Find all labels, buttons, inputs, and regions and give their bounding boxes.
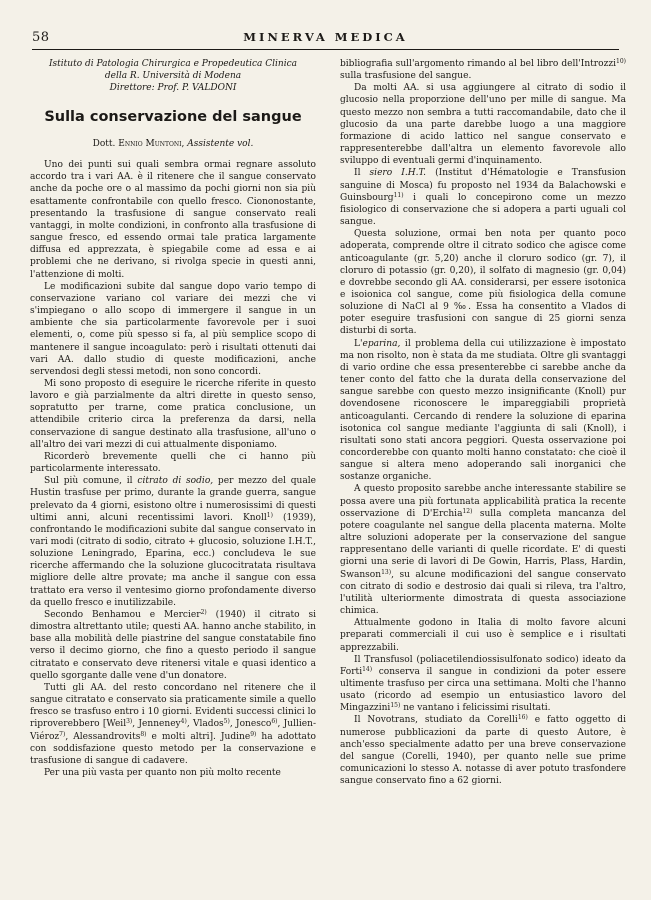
text-run: bibliografia sull'argomento rimando al bel libro dell'Introzzi [340, 59, 617, 69]
footnote-ref: 2) [200, 608, 207, 616]
paragraph [340, 58, 626, 82]
emphasis: citrato di sodio, [137, 476, 214, 487]
text-run: L' [354, 338, 363, 349]
footnote-ref: 8) [140, 730, 147, 738]
director-line: Direttore: Prof. P. VALDONI [109, 83, 237, 93]
running-head [32, 30, 619, 48]
text-run: sulla trasfusione del sangue. [340, 71, 472, 82]
footnote-ref: 14) [362, 665, 373, 673]
right-column [340, 58, 626, 787]
footnote-ref: 11) [393, 191, 404, 199]
text-run: Secondo Benhamou e Mercier [44, 609, 201, 620]
footnote-ref: 3) [126, 718, 133, 726]
footnote-ref: 9) [250, 730, 257, 738]
author-byline [30, 138, 316, 150]
text-run: sulla completa mancanza del potere coagulante nel sangue della placenta materna. Molte altre soluzioni adoperate per la conservazione del sangue rappresentano delle varianti di quelle ricordate. E' di questi giorni una serie di lavori di De Gowin, Harris, Plass, Hardin, Swanson [340, 508, 626, 580]
article-title: Sulla conservazione del sangue [44, 109, 302, 125]
text-run: il problema della cui utilizzazione è impostato ma non risolto, non è stata da me studiata. Oltre gli svantaggi di vario ordine che essa presenterebbe ci sarebbe anche da tener conto del fatto che la durata della conservazione del sangue sarebbe con questo mezzo insignificante (Knoll) pur dovendosene riconoscere le impareggiabili proprietà anticoagulanti. Cercando di rendere la soluzione di eparina isotonica col sangue mediante l'aggiunta di sali (Knoll), i risultati sono stati ancora peggiori. Questa osservazione poi concorderebbe con quanto molti hanno constatato: che cioè il sangue si altera meno adoperando sali inorganici che sostanze organiche. [340, 338, 626, 483]
text-run: , Alessandrovits [65, 731, 141, 742]
text-run: (1940) il citrato si dimostra altrettanto utile; questi AA. hanno anche stabilito, in base alla mobilità delle piastrine del sangue constatabile fino verso il decimo giorno, che fino a questo periodo il sangue citratato e conservato deve ritenersi vitale e quasi identico a quello sgorgante dalle vene d'un donatore. [30, 609, 316, 681]
text-run: A questo proposito sarebbe anche interessante stabilire se possa avere una più fortunata applicabilità pratica la recente osservazione di D'Erchia [340, 484, 626, 519]
author-prefix: Dott. [92, 139, 116, 149]
footnote-ref: 4) [180, 718, 187, 726]
emphasis: eparina, [362, 338, 401, 349]
paragraph [340, 338, 626, 484]
author-role: Assistente vol. [187, 139, 254, 149]
paragraph [340, 167, 626, 228]
left-column [30, 58, 316, 779]
text-run: ne vantano i felicissimi risultati. [400, 703, 551, 714]
footnote-ref: 6) [271, 718, 278, 726]
footnote-ref: 1) [266, 511, 273, 519]
text-run: Il Transfusol (poliacetilendiossisulfonato sodico) ideato da Forti [340, 654, 626, 677]
paragraph [340, 483, 626, 617]
text-run: e molti altri]. Judine [146, 731, 251, 742]
paragraph: Questa soluzione, ormai ben nota per quanto poco adoperata, comprende oltre il citrato sodico che agisce come anticoagulante (gr. 5,20) anche il cloruro sodico (gr. 7), il cloruro di potassio (gr. 0,20), il solfato di magnesio (gr. 0,04) e dovrebbe secondo gli AA. considerarsi, per essere isotonica e isoionica col sangue, come più fisiologica della comune soluzione di NaCl al 9 ‰. Essa ha consentito a Vlados di poter eseguire trasfusioni con sangue di 25 giorni senza disturbi di sorta. [340, 229, 626, 337]
footnote-ref: 7) [59, 730, 66, 738]
text-run: , Vlados [186, 719, 224, 730]
text-run: , Jullien-Viéroz [30, 719, 317, 742]
paragraph [30, 475, 316, 609]
text-run: conserva il sangue in condizioni da poter essere ultimente trasfuso per circa una settimana. Molti che l'hanno usato (ricordo ad esempio un entusiastico lavoro del Mingazzini [340, 666, 626, 714]
paragraph [30, 682, 316, 767]
text-run: Tutti gli AA. del resto concordano nel ritenere che il sangue citratato e conservato sia praticamente simile a quello fresco se trasfuso entro i 10 giorni. Evidenti successi clinici lo riproverebbero [Weil [30, 682, 316, 730]
institute-line: Istituto di Patologia Chirurgica e Propedeutica Clinica [49, 59, 297, 69]
institute-line: della R. Università di Modena [104, 71, 242, 81]
footnote-ref: 16) [517, 714, 528, 722]
paragraph: Uno dei punti sui quali sembra ormai regnare assoluto accordo tra i vari AA. è il ritenere che il sangue conservato anche da poche ore o al massimo da pochi giorni non sia più esattamente confrontabile con quello fresco. Ciononostante, presentando la trasfusione di sangue conservato reali vantaggi, in molte condizioni, in confronto alla trasfusione di sangue fresco, ed essendo ormai tale pratica largamente diffusa ed apprezzata, è spiegabile come ad essa e ai problemi che ne derivano, si rivolga specie in questi anni, l'attenzione di molti. [30, 160, 316, 280]
footnote-ref: 15) [390, 702, 401, 710]
paragraph: Da molti AA. si usa aggiungere al citrato di sodio il glucosio nella proporzione dell'uno per mille di sangue. Ma questo mezzo non sembra a tutti raccomandabile, dato che il glucosio da una parte darebbe luogo a una maggiore formazione di acido lattico nel sangue conservato e rappresenterebbe dall'altra un elemento favorevole allo sviluppo di eventuali germi d'inquinamento. [340, 83, 626, 167]
text-run: Il Novotrans, studiato da Corelli [354, 715, 518, 726]
footnote-ref: 13) [381, 568, 392, 576]
emphasis: siero I.H.T. [369, 168, 427, 179]
footnote-ref: 5) [223, 718, 230, 726]
text-run: Il [354, 168, 370, 179]
paragraph: Attualmente godono in Italia di molto favore alcuni preparati commerciali il cui uso è semplice e i risultati apprezzabili. [340, 618, 626, 653]
text-run: (1939), confrontando le modificazioni subite dal sangue conservato in vari modi (citrato di sodio, citrato + glucosio, soluzione I.H.T., soluzione Leningrado, Eparina, ecc.) concludeva le sue ricerche affermando che la soluzione glucocitratata risultava migliore delle altre provate; ma anche il sangue con essa trattato era verso il ventesimo giorno profondamente diverso da quello fresco e inutilizzabile. [30, 512, 316, 608]
paragraph: Per una più vasta per quanto non più molto recente [44, 767, 281, 778]
text-run: , Jenneney [132, 719, 181, 730]
text-run: , su alcune modificazioni del sangue conservato con citrato di sodio e destrosio dai quali si rileva, tra l'altro, l'utilità ulteriormente dimostrata di questa associazione chimica. [340, 569, 626, 617]
footnote-ref: 12) [462, 507, 473, 515]
paragraph: Ricorderò brevemente quelli che ci hanno più particolarmente interessato. [30, 451, 316, 475]
paragraph [30, 609, 316, 682]
paragraph [340, 654, 626, 715]
institute-affiliation [30, 58, 316, 94]
text-run: , Jonesco [229, 719, 272, 730]
text-run: (Institut d'Hématologie e Transfusion sanguine di Mosca) fu proposto nel 1934 da Balachowski e Guinsbourg [340, 168, 626, 203]
author-name: Ennio Muntoni, [118, 139, 185, 149]
text-run: Sul più comune, il [44, 476, 138, 487]
paragraph [340, 714, 626, 787]
journal-title: MINERVA MEDICA [243, 30, 408, 44]
text-run: per mezzo del quale Hustin trasfuse per primo, durante la grande guerra, sangue prelevato da 4 giorni, esistono oltre i numerosissimi di questi ultimi anni, alcuni recentissimi lavori. Knoll [30, 476, 316, 523]
paragraph: Le modificazioni subite dal sangue dopo vario tempo di conservazione variano col variare dei mezzi che vi s'impiegano o allo scopo di immergere il sangue in un ambiente che sia particolarmente favorevole per i suoi elementi, o, come più spesso si fa, al più semplice scopo di mantenere il sangue incoagulato: però i risultati ottenuti dai vari AA. dallo studio di queste modificazioni, anche servendosi degli stessi metodi, non sono concordi. [30, 281, 316, 377]
footnote-ref: 10) [616, 58, 626, 65]
header-rule [32, 49, 619, 50]
text-run: ha adottato con soddisfazione questo metodo per la conservazione e trasfusione di sangue di cadavere. [30, 731, 316, 766]
page-number: 58 [32, 30, 50, 45]
paragraph: Mi sono proposto di eseguire le ricerche riferite in questo lavoro e già parzialmente da altri dirette in questo senso, sopratutto per trarne, come pratica conclusione, un attendibile criterio circa la preferenza da darsi, nella conservazione di sangue destinato alla trasfusione, all'uno o all'altro dei vari mezzi di cui attualmente disponiamo. [30, 378, 316, 450]
text-run: e fatto oggetto di numerose pubblicazioni da parte di questo Autore, è anch'esso specialmente adatto per una breve conservazione del sangue (Corelli, 1940), per quanto nelle sue prime comunicazioni lo stesso A. notasse di aver potuto trasfondere sangue conservato fino a 62 giorni. [340, 715, 626, 787]
text-run: i quali lo concepirono come un mezzo fisiologico di conservazione che si adopera a parti uguali col sangue. [340, 192, 626, 228]
